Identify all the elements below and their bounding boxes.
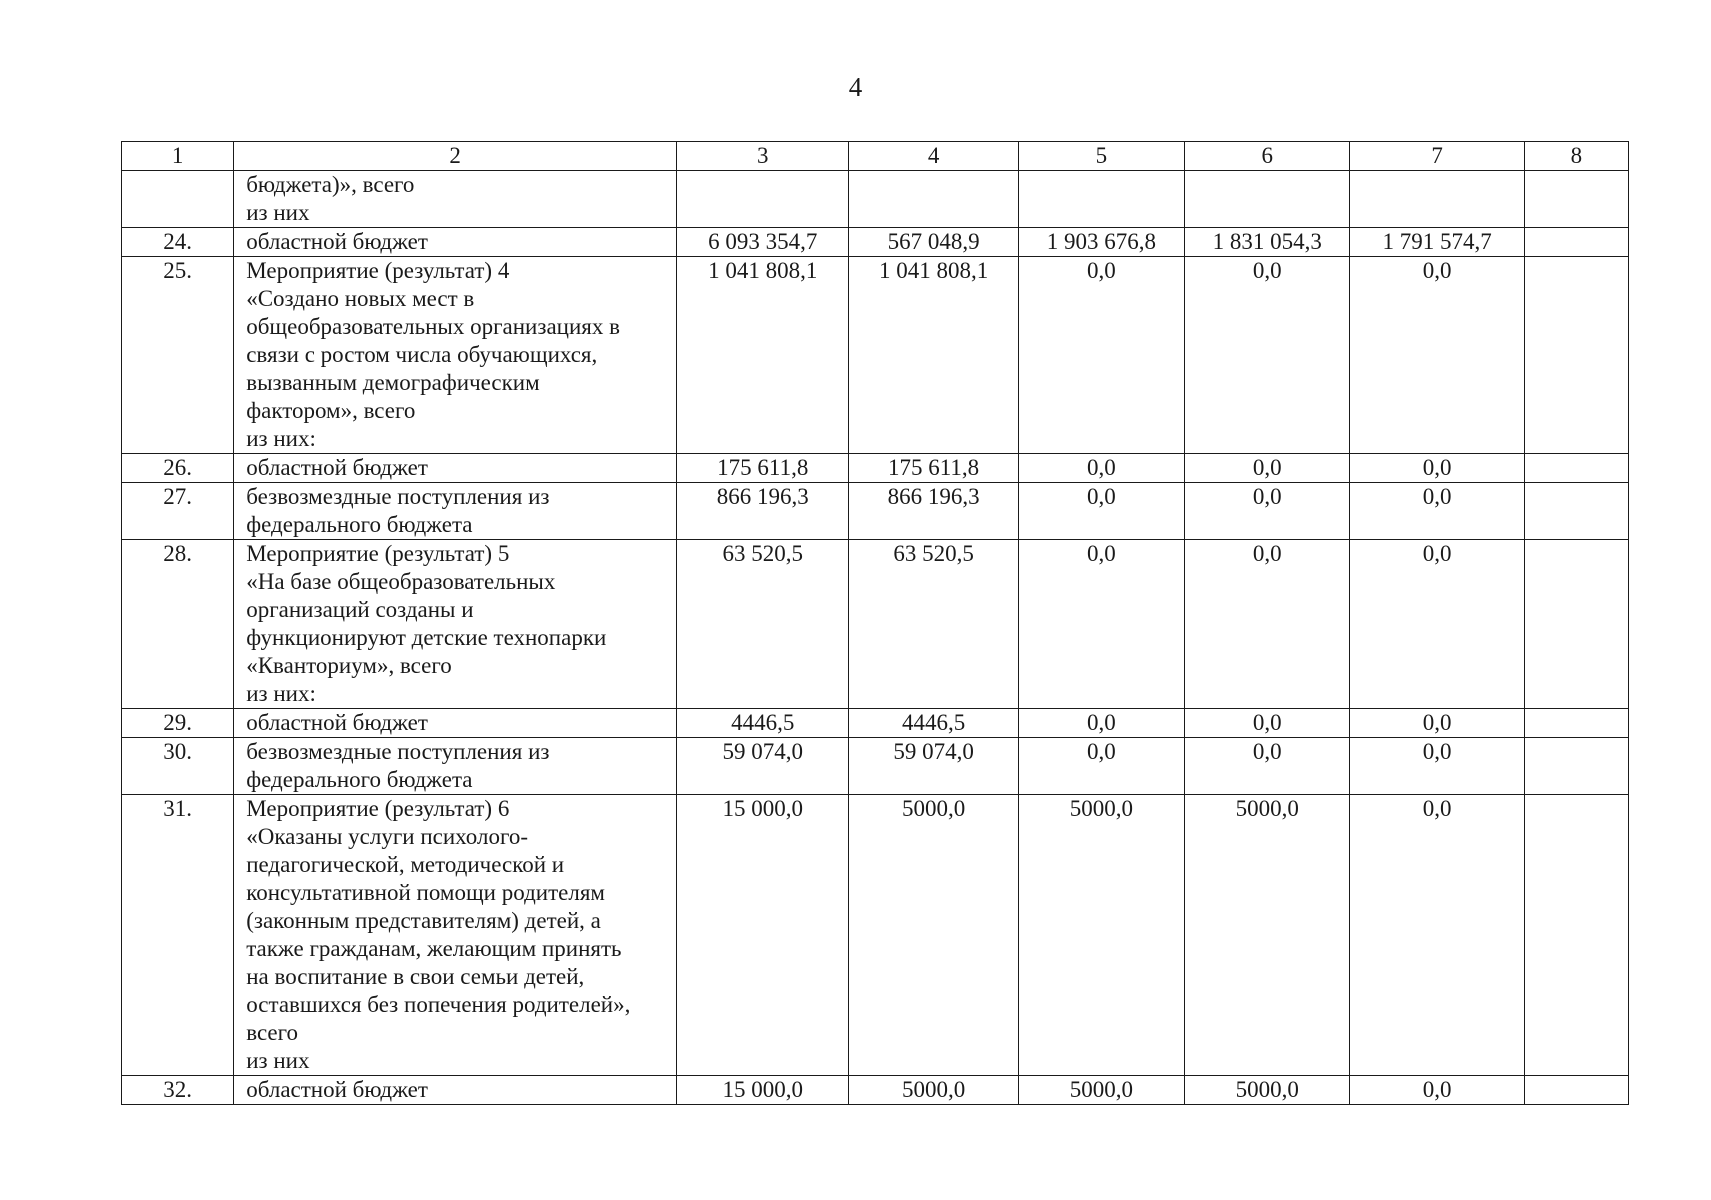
column-header: 1 <box>122 142 234 171</box>
description-line: федерального бюджета <box>246 512 473 537</box>
row-number: 29. <box>122 709 234 738</box>
row-number: 26. <box>122 454 234 483</box>
value-cell <box>1524 257 1628 454</box>
value-cell: 0,0 <box>1185 454 1350 483</box>
value-cell: 0,0 <box>1185 738 1350 795</box>
description-line: фактором», всего <box>246 398 416 423</box>
description-line: консультативной помощи родителям <box>246 880 605 905</box>
value-cell: 1 791 574,7 <box>1350 228 1524 257</box>
value-cell: 6 093 354,7 <box>677 228 849 257</box>
value-cell: 0,0 <box>1185 483 1350 540</box>
value-cell: 5000,0 <box>1185 795 1350 1076</box>
value-cell: 0,0 <box>1350 540 1524 709</box>
value-cell: 866 196,3 <box>677 483 849 540</box>
description-line: «Создано новых мест в <box>246 286 475 311</box>
value-cell: 866 196,3 <box>849 483 1018 540</box>
value-cell: 0,0 <box>1185 709 1350 738</box>
row-number: 27. <box>122 483 234 540</box>
description-line: всего <box>246 1020 299 1045</box>
column-header: 4 <box>849 142 1018 171</box>
description-line: функционируют детские технопарки <box>246 625 607 650</box>
value-cell: 5000,0 <box>849 795 1018 1076</box>
value-cell: 0,0 <box>1018 454 1184 483</box>
value-cell: 15 000,0 <box>677 795 849 1076</box>
row-description <box>234 171 677 228</box>
value-cell: 1 041 808,1 <box>677 257 849 454</box>
value-cell: 0,0 <box>1350 483 1524 540</box>
description-line: из них: <box>246 426 316 451</box>
value-cell: 567 048,9 <box>849 228 1018 257</box>
description-line: связи с ростом числа обучающихся, <box>246 342 598 367</box>
row-description <box>234 1076 677 1105</box>
row-description <box>234 540 677 709</box>
table-row <box>122 738 1629 795</box>
value-cell: 0,0 <box>1350 795 1524 1076</box>
value-cell: 59 074,0 <box>849 738 1018 795</box>
value-cell: 5000,0 <box>1018 1076 1184 1105</box>
column-header: 6 <box>1185 142 1350 171</box>
row-number: 25. <box>122 257 234 454</box>
value-cell: 0,0 <box>1350 709 1524 738</box>
value-cell: 0,0 <box>1350 1076 1524 1105</box>
value-cell: 4446,5 <box>849 709 1018 738</box>
value-cell <box>677 171 849 228</box>
value-cell: 5000,0 <box>1018 795 1184 1076</box>
column-header: 3 <box>677 142 849 171</box>
value-cell <box>1524 1076 1628 1105</box>
description-line: из них <box>246 200 310 225</box>
table-row <box>122 257 1629 454</box>
description-line: безвозмездные поступления из <box>246 739 550 764</box>
value-cell: 0,0 <box>1185 257 1350 454</box>
value-cell <box>1185 171 1350 228</box>
column-header: 2 <box>234 142 677 171</box>
description-line: из них <box>246 1048 310 1073</box>
row-description <box>234 454 677 483</box>
value-cell: 4446,5 <box>677 709 849 738</box>
value-cell: 0,0 <box>1350 738 1524 795</box>
row-number: 32. <box>122 1076 234 1105</box>
table-row <box>122 454 1629 483</box>
value-cell: 15 000,0 <box>677 1076 849 1105</box>
row-description <box>234 795 677 1076</box>
description-line: областной бюджет <box>246 455 428 480</box>
column-header: 8 <box>1524 142 1628 171</box>
description-line: Мероприятие (результат) 4 <box>246 258 510 283</box>
table-row <box>122 795 1629 1076</box>
description-line: вызванным демографическим <box>246 370 540 395</box>
row-number: 31. <box>122 795 234 1076</box>
description-line: общеобразовательных организациях в <box>246 314 620 339</box>
value-cell <box>1524 228 1628 257</box>
description-line: областной бюджет <box>246 710 428 735</box>
value-cell: 0,0 <box>1018 709 1184 738</box>
value-cell <box>1524 738 1628 795</box>
table-row <box>122 483 1629 540</box>
value-cell: 0,0 <box>1018 540 1184 709</box>
table-row <box>122 1076 1629 1105</box>
value-cell: 5000,0 <box>1185 1076 1350 1105</box>
description-line: оставшихся без попечения родителей», <box>246 992 631 1017</box>
row-description <box>234 228 677 257</box>
description-line: педагогической, методической и <box>246 852 565 877</box>
value-cell: 0,0 <box>1185 540 1350 709</box>
table-row <box>122 709 1629 738</box>
row-number <box>122 171 234 228</box>
description-line: Мероприятие (результат) 5 <box>246 541 510 566</box>
value-cell: 1 831 054,3 <box>1185 228 1350 257</box>
value-cell <box>1524 171 1628 228</box>
value-cell <box>1524 454 1628 483</box>
row-number: 24. <box>122 228 234 257</box>
value-cell <box>1018 171 1184 228</box>
value-cell: 0,0 <box>1350 257 1524 454</box>
value-cell: 1 041 808,1 <box>849 257 1018 454</box>
description-line: организаций созданы и <box>246 597 474 622</box>
row-description <box>234 257 677 454</box>
value-cell <box>1524 795 1628 1076</box>
value-cell: 63 520,5 <box>677 540 849 709</box>
value-cell <box>1350 171 1524 228</box>
value-cell: 0,0 <box>1350 454 1524 483</box>
description-line: (законным представителям) детей, а <box>246 908 601 933</box>
row-description <box>234 738 677 795</box>
table-row <box>122 540 1629 709</box>
value-cell: 1 903 676,8 <box>1018 228 1184 257</box>
value-cell: 0,0 <box>1018 257 1184 454</box>
description-line: Мероприятие (результат) 6 <box>246 796 510 821</box>
value-cell: 175 611,8 <box>849 454 1018 483</box>
description-line: из них: <box>246 681 316 706</box>
value-cell: 5000,0 <box>849 1076 1018 1105</box>
description-line: бюджета)», всего <box>246 172 415 197</box>
description-line: «Кванториум», всего <box>246 653 452 678</box>
column-number-row <box>122 142 1629 171</box>
value-cell <box>1524 709 1628 738</box>
column-header: 7 <box>1350 142 1524 171</box>
description-line: областной бюджет <box>246 1077 428 1102</box>
table-body <box>122 171 1629 1105</box>
description-line: также гражданам, желающим принять <box>246 936 622 961</box>
value-cell <box>1524 540 1628 709</box>
table-row <box>122 171 1629 228</box>
value-cell <box>1524 483 1628 540</box>
page-number: 4 <box>848 72 863 102</box>
description-line: на воспитание в свои семьи детей, <box>246 964 585 989</box>
description-line: безвозмездные поступления из <box>246 484 550 509</box>
description-line: областной бюджет <box>246 229 428 254</box>
row-number: 30. <box>122 738 234 795</box>
row-number: 28. <box>122 540 234 709</box>
column-header: 5 <box>1018 142 1184 171</box>
value-cell: 0,0 <box>1018 738 1184 795</box>
value-cell: 0,0 <box>1018 483 1184 540</box>
description-line: «Оказаны услуги психолого- <box>246 824 528 849</box>
row-description <box>234 709 677 738</box>
value-cell: 59 074,0 <box>677 738 849 795</box>
row-description <box>234 483 677 540</box>
description-line: федерального бюджета <box>246 767 473 792</box>
table-row <box>122 228 1629 257</box>
value-cell <box>849 171 1018 228</box>
value-cell: 63 520,5 <box>849 540 1018 709</box>
value-cell: 175 611,8 <box>677 454 849 483</box>
budget-table <box>121 141 1629 1105</box>
description-line: «На базе общеобразовательных <box>246 569 556 594</box>
